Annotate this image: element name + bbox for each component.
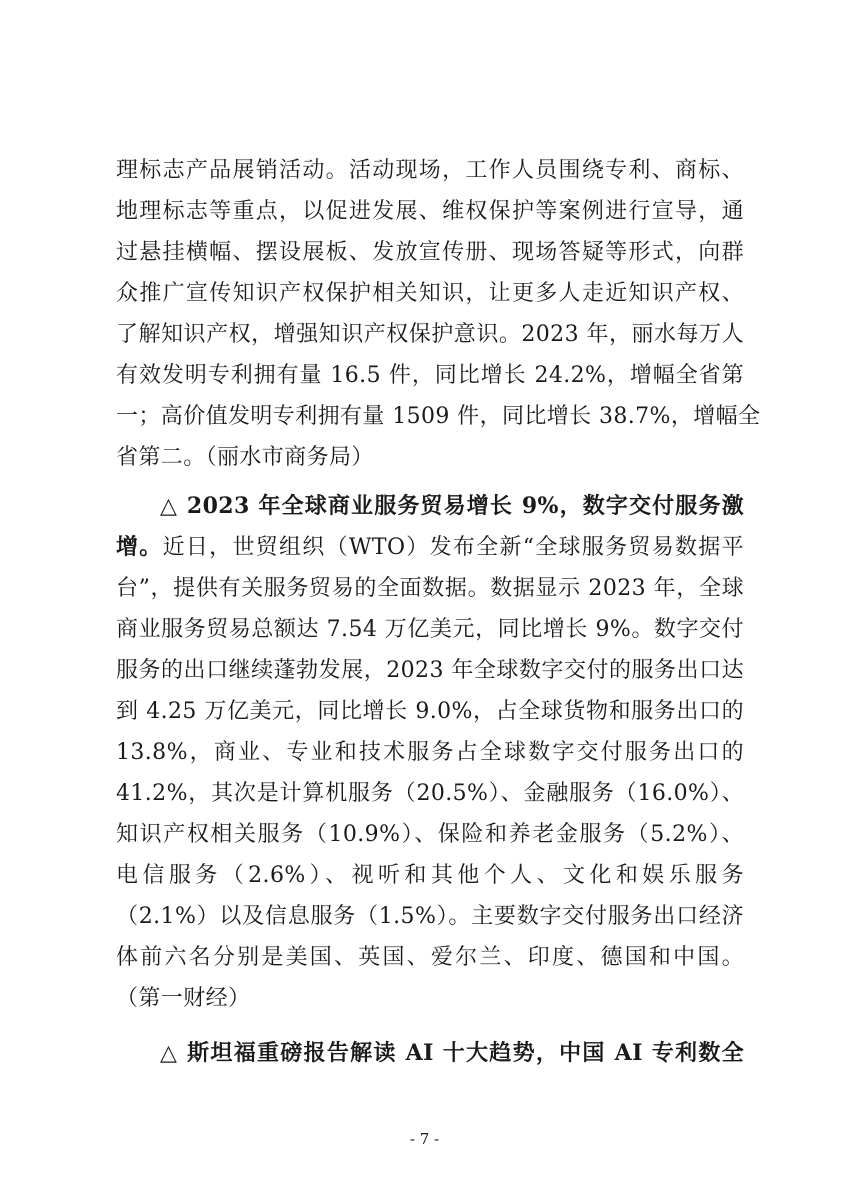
text-line: 台”，提供有关服务贸易的全面数据。数据显示 2023 年，全球	[116, 576, 744, 601]
text-line: 省第二。（丽水市商务局）	[116, 445, 374, 470]
page-number: - 7 -	[409, 1130, 440, 1148]
text-line: 过悬挂横幅、摆设展板、发放宣传册、现场答疑等形式，向群	[116, 240, 744, 265]
text-line: 商业服务贸易总额达 7.54 万亿美元，同比增长 9%。数字交付	[116, 617, 744, 642]
text-line: 理标志产品展销活动。活动现场，工作人员围绕专利、商标、	[116, 158, 744, 183]
page-body	[116, 150, 761, 1074]
text-line: 41.2%，其次是计算机服务（20.5%）、金融服务（16.0%）、	[116, 781, 744, 806]
text-line: 服务的出口继续蓬勃发展，2023 年全球数字交付的服务出口达	[116, 658, 744, 683]
text-line: 地理标志等重点，以促进发展、维权保护等案例进行宣导，通	[116, 199, 744, 224]
text-line: （2.1%）以及信息服务（1.5%）。主要数字交付服务出口经济	[116, 904, 744, 929]
section-heading-end: 增。	[116, 534, 163, 560]
text-line: 13.8%，商业、专业和技术服务占全球数字交付服务出口的	[116, 740, 744, 765]
text-line: 体前六名分别是美国、英国、爱尔兰、印度、德国和中国。	[116, 945, 744, 970]
section-heading: △ 2023 年全球商业服务贸易增长 9%，数字交付服务激	[160, 493, 744, 519]
text-line: 众推广宣传知识产权保护相关知识，让更多人走近知识产权、	[116, 281, 744, 306]
text-segment: 近日，世贸组织（WTO）发布全新“全球服务贸易数据平	[162, 535, 744, 560]
text-line: 电信服务（2.6%）、视听和其他个人、文化和娱乐服务	[116, 863, 744, 888]
section-wto-services-trade	[116, 486, 744, 1019]
text-line: 知识产权相关服务（10.9%）、保险和养老金服务（5.2%）、	[116, 822, 744, 847]
text-line: 一；高价值发明专利拥有量 1509 件，同比增长 38.7%，增幅全	[116, 404, 761, 429]
text-line: 有效发明专利拥有量 16.5 件，同比增长 24.2%，增幅全省第	[116, 363, 744, 388]
text-line	[116, 527, 744, 568]
section-heading: △ 斯坦福重磅报告解读 AI 十大趋势，中国 AI 专利数全	[160, 1040, 744, 1066]
paragraph-lishui	[116, 150, 761, 478]
text-line: 了解知识产权，增强知识产权保护意识。2023 年，丽水每万人	[116, 322, 744, 347]
text-line: 到 4.25 万亿美元，同比增长 9.0%，占全球货物和服务出口的	[116, 699, 744, 724]
section-stanford-ai-report	[116, 1033, 744, 1074]
text-line: （第一财经）	[116, 986, 251, 1011]
